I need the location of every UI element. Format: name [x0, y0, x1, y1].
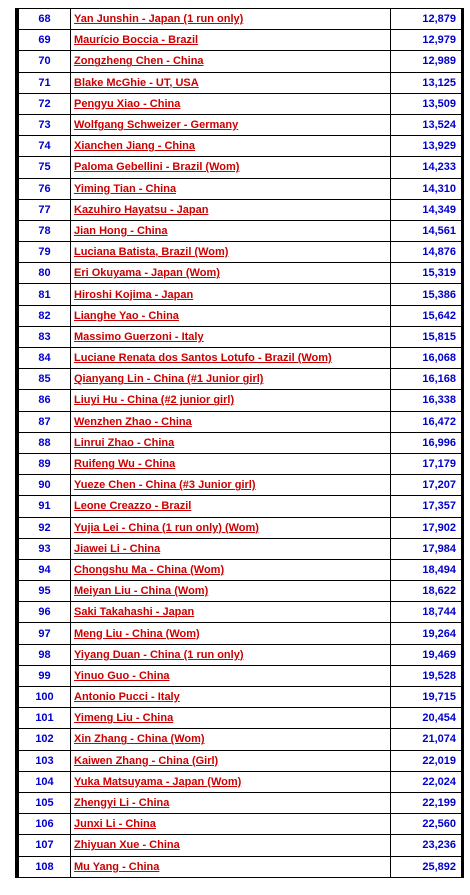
rank-cell: 83	[19, 326, 71, 347]
rank-cell: 105	[19, 792, 71, 813]
time-cell: 21,074	[391, 729, 462, 750]
competitor-name-link[interactable]: Zongzheng Chen - China	[71, 51, 391, 72]
time-cell: 16,068	[391, 348, 462, 369]
rank-cell: 76	[19, 178, 71, 199]
competitor-name-link[interactable]: Jiawei Li - China	[71, 538, 391, 559]
competitor-name-link[interactable]: Yan Junshin - Japan (1 run only)	[71, 9, 391, 30]
table-row	[19, 665, 462, 686]
competitor-name-link[interactable]: Jian Hong - China	[71, 220, 391, 241]
time-cell: 15,386	[391, 284, 462, 305]
competitor-name-link[interactable]: Junxi Li - China	[71, 814, 391, 835]
time-cell: 13,509	[391, 93, 462, 114]
time-cell: 22,199	[391, 792, 462, 813]
table-row	[19, 390, 462, 411]
table-row	[19, 326, 462, 347]
table-row	[19, 623, 462, 644]
time-cell: 20,454	[391, 708, 462, 729]
table-row	[19, 517, 462, 538]
rank-cell: 69	[19, 30, 71, 51]
time-cell: 17,207	[391, 475, 462, 496]
rank-cell: 81	[19, 284, 71, 305]
table-row	[19, 136, 462, 157]
rank-cell: 90	[19, 475, 71, 496]
time-cell: 19,469	[391, 644, 462, 665]
time-cell: 17,179	[391, 453, 462, 474]
table-row	[19, 348, 462, 369]
competitor-name-link[interactable]: Meiyan Liu - China (Wom)	[71, 581, 391, 602]
ranking-table-container	[15, 8, 464, 878]
time-cell: 12,979	[391, 30, 462, 51]
table-row	[19, 856, 462, 877]
time-cell: 17,984	[391, 538, 462, 559]
table-row	[19, 9, 462, 30]
table-row	[19, 496, 462, 517]
table-row	[19, 708, 462, 729]
rank-cell: 75	[19, 157, 71, 178]
rank-cell: 80	[19, 263, 71, 284]
table-row	[19, 602, 462, 623]
competitor-name-link[interactable]: Ruifeng Wu - China	[71, 453, 391, 474]
table-row	[19, 220, 462, 241]
competitor-name-link[interactable]: Xianchen Jiang - China	[71, 136, 391, 157]
rank-cell: 98	[19, 644, 71, 665]
rank-cell: 106	[19, 814, 71, 835]
competitor-name-link[interactable]: Zhengyi Li - China	[71, 792, 391, 813]
table-row	[19, 242, 462, 263]
rank-cell: 97	[19, 623, 71, 644]
table-row	[19, 178, 462, 199]
competitor-name-link[interactable]: Lianghe Yao - China	[71, 305, 391, 326]
time-cell: 19,715	[391, 687, 462, 708]
competitor-name-link[interactable]: Yuka Matsuyama - Japan (Wom)	[71, 771, 391, 792]
competitor-name-link[interactable]: Yiyang Duan - China (1 run only)	[71, 644, 391, 665]
competitor-name-link[interactable]: Yiming Tian - China	[71, 178, 391, 199]
rank-cell: 79	[19, 242, 71, 263]
rank-cell: 77	[19, 199, 71, 220]
table-row	[19, 305, 462, 326]
rank-cell: 88	[19, 432, 71, 453]
table-row	[19, 30, 462, 51]
competitor-name-link[interactable]: Maurício Boccia - Brazil	[71, 30, 391, 51]
rank-cell: 103	[19, 750, 71, 771]
time-cell: 15,319	[391, 263, 462, 284]
competitor-name-link[interactable]: Kazuhiro Hayatsu - Japan	[71, 199, 391, 220]
competitor-name-link[interactable]: Leone Creazzo - Brazil	[71, 496, 391, 517]
time-cell: 22,560	[391, 814, 462, 835]
table-row	[19, 644, 462, 665]
competitor-name-link[interactable]: Yueze Chen - China (#3 Junior girl)	[71, 475, 391, 496]
rank-cell: 108	[19, 856, 71, 877]
table-row	[19, 51, 462, 72]
table-row	[19, 72, 462, 93]
rank-cell: 71	[19, 72, 71, 93]
rank-cell: 72	[19, 93, 71, 114]
time-cell: 17,357	[391, 496, 462, 517]
time-cell: 14,310	[391, 178, 462, 199]
competitor-name-link[interactable]: Saki Takahashi - Japan	[71, 602, 391, 623]
time-cell: 22,024	[391, 771, 462, 792]
rank-cell: 70	[19, 51, 71, 72]
time-cell: 14,876	[391, 242, 462, 263]
time-cell: 18,622	[391, 581, 462, 602]
time-cell: 18,744	[391, 602, 462, 623]
competitor-name-link[interactable]: Yinuo Guo - China	[71, 665, 391, 686]
time-cell: 19,528	[391, 665, 462, 686]
rank-cell: 94	[19, 559, 71, 580]
time-cell: 14,233	[391, 157, 462, 178]
rank-cell: 89	[19, 453, 71, 474]
time-cell: 17,902	[391, 517, 462, 538]
competitor-name-link[interactable]: Liuyi Hu - China (#2 junior girl)	[71, 390, 391, 411]
table-row	[19, 93, 462, 114]
time-cell: 13,524	[391, 114, 462, 135]
time-cell: 14,561	[391, 220, 462, 241]
rank-cell: 68	[19, 9, 71, 30]
table-row	[19, 369, 462, 390]
rank-cell: 104	[19, 771, 71, 792]
time-cell: 22,019	[391, 750, 462, 771]
competitor-name-link[interactable]: Yujia Lei - China (1 run only) (Wom)	[71, 517, 391, 538]
competitor-name-link[interactable]: Pengyu Xiao - China	[71, 93, 391, 114]
rank-cell: 96	[19, 602, 71, 623]
competitor-name-link[interactable]: Luciana Batista, Brazil (Wom)	[71, 242, 391, 263]
table-row	[19, 157, 462, 178]
time-cell: 15,642	[391, 305, 462, 326]
time-cell: 23,236	[391, 835, 462, 856]
time-cell: 25,892	[391, 856, 462, 877]
time-cell: 16,996	[391, 432, 462, 453]
rank-cell: 82	[19, 305, 71, 326]
rank-cell: 78	[19, 220, 71, 241]
rank-cell: 95	[19, 581, 71, 602]
table-row	[19, 475, 462, 496]
table-row	[19, 411, 462, 432]
rank-cell: 84	[19, 348, 71, 369]
time-cell: 13,929	[391, 136, 462, 157]
time-cell: 14,349	[391, 199, 462, 220]
competitor-name-link[interactable]: Linrui Zhao - China	[71, 432, 391, 453]
competitor-name-link[interactable]: Massimo Guerzoni - Italy	[71, 326, 391, 347]
competitor-name-link[interactable]: Meng Liu - China (Wom)	[71, 623, 391, 644]
competitor-name-link[interactable]: Eri Okuyama - Japan (Wom)	[71, 263, 391, 284]
rank-cell: 91	[19, 496, 71, 517]
time-cell: 16,168	[391, 369, 462, 390]
competitor-name-link[interactable]: Hiroshi Kojima - Japan	[71, 284, 391, 305]
table-row	[19, 771, 462, 792]
table-row	[19, 453, 462, 474]
table-row	[19, 814, 462, 835]
rank-cell: 107	[19, 835, 71, 856]
rank-cell: 102	[19, 729, 71, 750]
rank-cell: 92	[19, 517, 71, 538]
table-row	[19, 559, 462, 580]
table-row	[19, 792, 462, 813]
competitor-name-link[interactable]: Mu Yang - China	[71, 856, 391, 877]
competitor-name-link[interactable]: Chongshu Ma - China (Wom)	[71, 559, 391, 580]
table-row	[19, 538, 462, 559]
competitor-name-link[interactable]: Antonio Pucci - Italy	[71, 687, 391, 708]
rank-cell: 85	[19, 369, 71, 390]
table-row	[19, 114, 462, 135]
time-cell: 19,264	[391, 623, 462, 644]
competitor-name-link[interactable]: Qianyang Lin - China (#1 Junior girl)	[71, 369, 391, 390]
rank-cell: 93	[19, 538, 71, 559]
table-row	[19, 263, 462, 284]
rank-cell: 99	[19, 665, 71, 686]
rank-cell: 101	[19, 708, 71, 729]
competitor-name-link[interactable]: Yimeng Liu - China	[71, 708, 391, 729]
rank-cell: 87	[19, 411, 71, 432]
competitor-name-link[interactable]: Xin Zhang - China (Wom)	[71, 729, 391, 750]
competitor-name-link[interactable]: Paloma Gebellini - Brazil (Wom)	[71, 157, 391, 178]
rank-cell: 74	[19, 136, 71, 157]
competitor-name-link[interactable]: Wenzhen Zhao - China	[71, 411, 391, 432]
table-row	[19, 835, 462, 856]
rank-cell: 100	[19, 687, 71, 708]
table-row	[19, 432, 462, 453]
table-row	[19, 729, 462, 750]
competitor-name-link[interactable]: Zhiyuan Xue - China	[71, 835, 391, 856]
table-row	[19, 750, 462, 771]
table-row	[19, 284, 462, 305]
table-row	[19, 687, 462, 708]
time-cell: 18,494	[391, 559, 462, 580]
time-cell: 13,125	[391, 72, 462, 93]
time-cell: 12,879	[391, 9, 462, 30]
time-cell: 15,815	[391, 326, 462, 347]
table-row	[19, 581, 462, 602]
time-cell: 16,472	[391, 411, 462, 432]
competitor-name-link[interactable]: Luciane Renata dos Santos Lotufo - Brazil (Wom)	[71, 348, 391, 369]
rank-cell: 73	[19, 114, 71, 135]
competitor-name-link[interactable]: Wolfgang Schweizer - Germany	[71, 114, 391, 135]
competitor-name-link[interactable]: Blake McGhie - UT, USA	[71, 72, 391, 93]
competitor-name-link[interactable]: Kaiwen Zhang - China (Girl)	[71, 750, 391, 771]
table-row	[19, 199, 462, 220]
time-cell: 16,338	[391, 390, 462, 411]
ranking-table-body	[19, 9, 462, 878]
time-cell: 12,989	[391, 51, 462, 72]
rank-cell: 86	[19, 390, 71, 411]
ranking-table	[18, 8, 462, 878]
